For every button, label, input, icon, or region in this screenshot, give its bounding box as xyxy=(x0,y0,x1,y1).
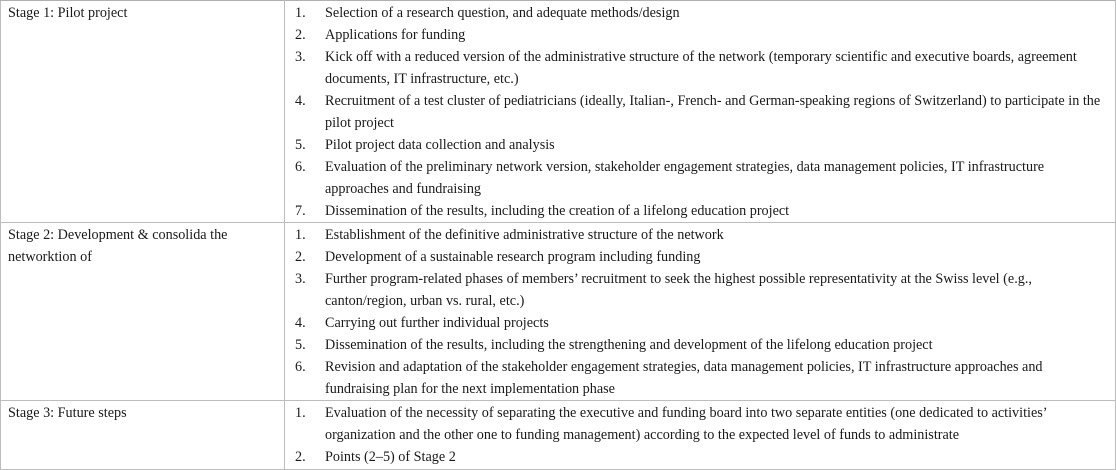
item-text: Applications for funding xyxy=(325,27,466,43)
step-list xyxy=(295,2,1109,222)
item-number: 4. xyxy=(295,93,306,109)
list-item xyxy=(295,246,1109,268)
item-text: Evaluation of the necessity of separating the executive and funding board into two separate entities (one dedicated to activities’ organization and the other one to funding management) according to the expected level of funds to administrate xyxy=(325,405,1047,443)
item-text: Further program-related phases of members’ recruitment to seek the highest possible representativity at the Swiss level (e.g., canton/region, urban vs. rural, etc.) xyxy=(325,271,1032,309)
item-number: 4. xyxy=(295,315,306,331)
list-item xyxy=(295,268,1109,312)
stage-row-1 xyxy=(1,1,1116,223)
item-text: Evaluation of the preliminary network version, stakeholder engagement strategies, data management policies, IT infrastructure approaches and fundraising xyxy=(325,159,1045,197)
item-number: 7. xyxy=(295,203,306,219)
item-number: 1. xyxy=(295,5,306,21)
list-item xyxy=(295,24,1109,46)
item-number: 3. xyxy=(295,49,306,65)
item-text: Dissemination of the results, including the creation of a lifelong education project xyxy=(325,203,790,219)
list-item xyxy=(295,334,1109,356)
item-text: Selection of a research question, and adequate methods/design xyxy=(325,5,680,21)
list-item xyxy=(295,134,1109,156)
item-number: 3. xyxy=(295,271,306,287)
stage-steps xyxy=(285,401,1116,470)
stage-title: Stage 2: Development & consolida the networktion of xyxy=(1,223,285,401)
item-text: Kick off with a reduced version of the administrative structure of the network (temporary scientific and executive boards, agreement documents, IT infrastructure, etc.) xyxy=(325,49,1077,87)
item-text: Pilot project data collection and analysis xyxy=(325,137,555,153)
stage-steps xyxy=(285,223,1116,401)
item-text: Revision and adaptation of the stakeholder engagement strategies, data management policies, IT infrastructure approaches and fundraising plan for the next implementation phase xyxy=(325,359,1043,397)
item-text: Carrying out further individual projects xyxy=(325,315,549,331)
list-item xyxy=(295,402,1109,446)
list-item xyxy=(295,446,1109,468)
list-item xyxy=(295,312,1109,334)
list-item xyxy=(295,200,1109,222)
item-number: 6. xyxy=(295,159,306,175)
item-number: 2. xyxy=(295,249,306,265)
step-list xyxy=(295,402,1109,468)
list-item xyxy=(295,156,1109,200)
item-text: Establishment of the definitive administrative structure of the network xyxy=(325,227,724,243)
item-text: Points (2–5) of Stage 2 xyxy=(325,449,456,465)
stage-title: Stage 1: Pilot project xyxy=(1,1,285,223)
step-list xyxy=(295,224,1109,400)
stage-steps xyxy=(285,1,1116,223)
list-item xyxy=(295,224,1109,246)
stage-row-3 xyxy=(1,401,1116,470)
stage-title: Stage 3: Future steps xyxy=(1,401,285,470)
list-item xyxy=(295,2,1109,24)
item-number: 5. xyxy=(295,337,306,353)
item-text: Development of a sustainable research program including funding xyxy=(325,249,701,265)
item-number: 1. xyxy=(295,227,306,243)
stage-row-2 xyxy=(1,223,1116,401)
item-number: 5. xyxy=(295,137,306,153)
item-number: 2. xyxy=(295,27,306,43)
list-item xyxy=(295,90,1109,134)
item-number: 6. xyxy=(295,359,306,375)
item-number: 2. xyxy=(295,449,306,465)
item-text: Dissemination of the results, including the strengthening and development of the lifelong education project xyxy=(325,337,933,353)
item-text: Recruitment of a test cluster of pediatricians (ideally, Italian-, French- and German-speaking regions of Switzerland) to participate in the pilot project xyxy=(325,93,1101,131)
list-item xyxy=(295,46,1109,90)
item-number: 1. xyxy=(295,405,306,421)
list-item xyxy=(295,356,1109,400)
